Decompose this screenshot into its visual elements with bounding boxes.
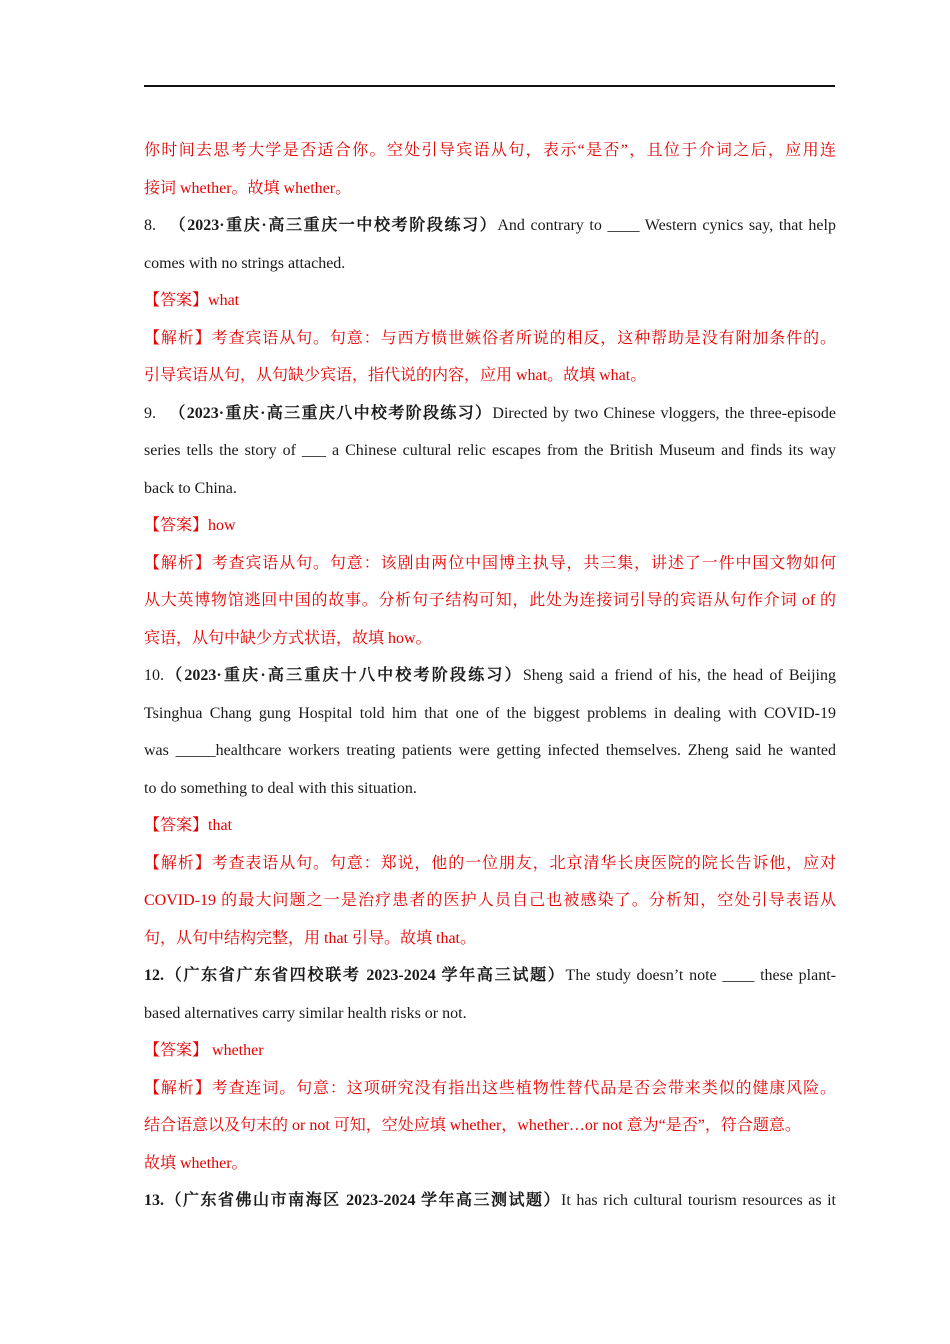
intro-line: 你时间去思考大学是否适合你。空处引导宾语从句，表示“是否”，且位于介词之后，应用连	[144, 142, 836, 159]
answer-12	[144, 1032, 836, 1070]
analysis-9	[144, 545, 836, 583]
question-number: 13.	[144, 1192, 164, 1209]
answer-label: 【答案】	[144, 517, 209, 534]
question-source: （广东省广东省四校联考 2023-2024 学年高三试题）	[164, 967, 566, 984]
question-text: was _____healthcare workers treating patients were getting infected themselves. Zheng said he wanted	[144, 742, 836, 759]
question-source: （广东省佛山市南海区 2023-2024 学年高三测试题）	[164, 1192, 562, 1209]
question-text: And contrary to ____ Western cynics say, that help	[497, 217, 836, 234]
answer-8	[144, 282, 836, 320]
analysis-text: 结合语意以及句末的 or not 可知，空处应填 whether，whether…or not 意为“是否”，符合题意。	[144, 1117, 801, 1134]
question-text: back to China.	[144, 479, 237, 497]
question-text: to do something to deal with this situation.	[144, 779, 417, 797]
analysis-text: 考查宾语从句。句意：该剧由两位中国博主执导，共三集，讲述了一件中国文物如何	[211, 554, 836, 572]
question-text: series tells the story of ___ a Chinese cultural relic escapes from the British Museum and finds its way	[144, 442, 836, 459]
question-number: 12.	[144, 967, 164, 984]
analysis-12	[144, 1070, 836, 1108]
question-text: Sheng said a friend of his, the head of Beijing	[522, 667, 836, 684]
question-text: Directed by two Chinese vloggers, the three-episode	[492, 404, 836, 422]
question-13	[144, 1182, 836, 1220]
analysis-10	[144, 845, 836, 883]
answer-value: how	[208, 517, 236, 534]
answer-label: 【答案】	[144, 1042, 209, 1059]
analysis-text: 考查连词。句意：这项研究没有指出这些植物性替代品是否会带来类似的健康风险。	[211, 1079, 836, 1097]
question-text: It has rich cultural tourism resources as it	[561, 1192, 836, 1209]
question-8	[144, 207, 836, 245]
analysis-8	[144, 320, 836, 358]
analysis-text: 从大英博物馆逃回中国的故事。分析句子结构可知，此处为连接词引导的宾语从句作介词 of 的	[144, 592, 836, 609]
question-text: based alternatives carry similar health risks or not.	[144, 1004, 467, 1022]
analysis-text: COVID-19 的最大问题之一是治疗患者的医护人员自己也被感染了。分析知，空处引导表语从	[144, 892, 836, 909]
analysis-label: 【解析】	[144, 329, 212, 347]
answer-10	[144, 807, 836, 845]
intro-line: 接词 whether。故填 whether。	[144, 179, 352, 197]
answer-value: what	[208, 292, 240, 309]
question-text: The study doesn’t note ____ these plant-	[565, 967, 836, 984]
analysis-label: 【解析】	[144, 1079, 212, 1097]
question-text: comes with no strings attached.	[144, 254, 346, 272]
answer-9	[144, 507, 836, 545]
answer-value: whether	[208, 1042, 264, 1059]
analysis-text: 宾语，从句中缺少方式状语，故填 how。	[144, 629, 432, 647]
question-number: 10.	[144, 667, 164, 684]
question-number: 8.	[144, 217, 156, 234]
question-source: （2023·重庆·高三重庆八中校考阶段练习）	[168, 404, 493, 422]
answer-label: 【答案】	[144, 292, 209, 309]
answer-label: 【答案】	[144, 817, 209, 834]
analysis-label: 【解析】	[144, 554, 212, 572]
question-12	[144, 957, 836, 995]
answer-value: that	[208, 817, 233, 834]
analysis-text: 考查宾语从句。句意：与西方愤世嫉俗者所说的相反，这种帮助是没有附加条件的。	[211, 329, 836, 347]
question-9	[144, 395, 836, 433]
question-10	[144, 657, 836, 695]
question-source: （2023·重庆·高三重庆一中校考阶段练习）	[168, 217, 498, 234]
question-text: Tsinghua Chang gung Hospital told him that one of the biggest problems in dealing with COVID-19	[144, 704, 836, 722]
analysis-text: 引导宾语从句，从句缺少宾语，指代说的内容，应用 what。故填 what。	[144, 367, 647, 384]
question-number: 9.	[144, 404, 156, 422]
question-source: （2023·重庆·高三重庆十八中校考阶段练习）	[164, 667, 523, 684]
document-page	[144, 132, 836, 1220]
header-rule	[144, 85, 835, 87]
analysis-label: 【解析】	[144, 854, 212, 872]
analysis-text: 句，从句中结构完整，用 that 引导。故填 that。	[144, 929, 476, 947]
analysis-text: 故填 whether。	[144, 1154, 248, 1172]
analysis-text: 考查表语从句。句意：郑说，他的一位朋友，北京清华长庚医院的院长告诉他，应对	[211, 854, 836, 872]
